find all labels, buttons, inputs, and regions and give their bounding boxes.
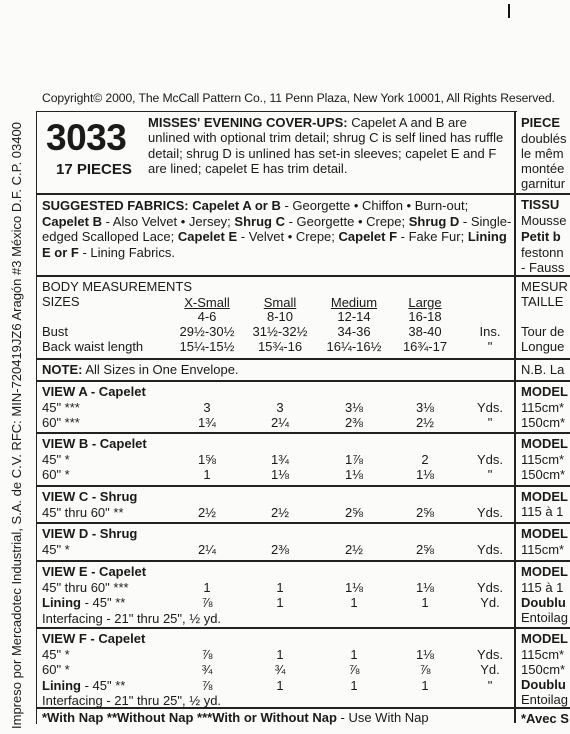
fabric-garment: Shrug D — [405, 213, 460, 229]
yardage-value: 2⅝ — [344, 505, 364, 520]
fr-fabrics-title: TISSU — [521, 197, 560, 212]
yardage-unit: Yds. — [476, 505, 503, 520]
fr-cm: 115 à 1 — [521, 504, 564, 519]
fr-model: MODEL — [521, 489, 568, 504]
description-text: Capelet A and B are unlined with optional trim detail; shrug C is self lined has ruffle detail; shrug D is unlined has set-in sleeves; capelet E and F are lined; capelet E has trim detail. — [148, 115, 504, 177]
side-printer-text — [4, 122, 28, 729]
fr-desc-line: garnitur — [521, 176, 566, 191]
yardage-value: 1 — [276, 677, 284, 693]
fabric-types: - Georgette • Chiffon • Burn-out; — [280, 198, 469, 213]
fr-fabrics-line: Mousse — [521, 213, 567, 228]
yardage-value: 1⅛ — [415, 467, 435, 483]
yardage-value: 2½ — [197, 505, 217, 520]
yardage-value: 1⅛ — [344, 467, 364, 483]
view-title: VIEW D - Shrug — [42, 526, 138, 541]
fr-longue: Longue — [521, 339, 565, 354]
yardage-value: 3 — [203, 400, 211, 415]
fr-cm: 115cm* — [521, 647, 565, 662]
yardage-value: ⅞ — [201, 677, 213, 693]
fr-model: MODEL — [521, 384, 568, 399]
size-range: 8-10 — [266, 309, 294, 324]
yardage-row-label: 60" * — [42, 467, 70, 483]
yardage-row-label: Interfacing - 21" thru 25", ½ yd. — [42, 692, 222, 708]
fr-tour: Tour de — [521, 324, 565, 339]
back-waist-unit: " — [487, 339, 493, 354]
bust-unit: Ins. — [479, 324, 501, 339]
fabric-types: - Lining Fabrics. — [78, 245, 175, 261]
note-text: All Sizes in One Envelope. — [82, 362, 239, 377]
yardage-value: 2⅝ — [415, 505, 435, 520]
yardage-unit: " — [487, 677, 493, 693]
fabric-types: - Also Velvet • Jersey; — [101, 213, 231, 229]
yardage-value: 1 — [421, 595, 429, 611]
fr-cm: 115cm* — [521, 400, 565, 415]
fr-model: MODEL — [521, 436, 568, 451]
yardage-unit: Yds. — [476, 452, 503, 467]
yardage-value: 2⅝ — [415, 542, 435, 557]
size-note — [42, 362, 239, 377]
fr-doublu: Doublu — [521, 677, 566, 692]
yardage-unit: Yds. — [476, 542, 503, 557]
yardage-value: 1 — [276, 580, 284, 595]
yardage-value: ⅞ — [201, 647, 213, 662]
yardage-unit: Yd. — [480, 595, 500, 611]
size-header: Medium — [330, 295, 378, 310]
fr-fabrics-line: Petit b — [521, 229, 561, 244]
fabric-garment: Capelet B — [42, 213, 102, 229]
yardage-unit: " — [487, 415, 493, 431]
yardage-row-label: 45" * — [42, 452, 70, 467]
yardage-row-label: 45" * — [42, 542, 70, 557]
divider — [36, 560, 570, 562]
yardage-value: ⅞ — [348, 662, 360, 678]
yardage-value: 3⅛ — [415, 400, 435, 415]
fabric-garment: Capelet E — [174, 229, 238, 245]
bust-value: 29½-30½ — [179, 324, 235, 339]
yardage-unit: Yd. — [480, 662, 500, 678]
yardage-value: 1⅛ — [415, 580, 435, 595]
fabric-types: - Velvet • Crepe; — [237, 229, 335, 245]
yardage-value: 1 — [203, 467, 211, 483]
yardage-row-label: Lining - 45" ** — [42, 677, 126, 693]
yardage-value: 1 — [421, 677, 429, 693]
yardage-unit: Yds. — [476, 647, 503, 662]
yardage-row-label: 45" thru 60" *** — [42, 580, 129, 595]
yardage-value: 2¼ — [197, 542, 217, 557]
suggested-fabrics — [42, 198, 512, 261]
yardage-value: 1¾ — [197, 415, 217, 431]
fabric-garment: Capelet F — [334, 229, 398, 245]
fr-pieces: PIECE — [521, 115, 561, 130]
back-waist-label: Back waist length — [42, 339, 144, 354]
fr-desc-line: le mêm — [521, 146, 564, 161]
fabrics-title: SUGGESTED FABRICS: — [42, 198, 189, 213]
view-title: VIEW C - Shrug — [42, 489, 138, 504]
yardage-value: 2½ — [415, 415, 435, 431]
fr-cm: 150cm* — [521, 662, 566, 677]
yardage-value: 2 — [421, 452, 429, 467]
size-range: 12-14 — [337, 309, 371, 324]
body-measurements-title: BODY MEASUREMENTS — [42, 279, 193, 294]
yardage-unit: Yds. — [476, 580, 503, 595]
yardage-value: 1⅞ — [344, 452, 364, 467]
fabric-types: - Georgette • Crepe; — [284, 213, 406, 229]
fr-model: MODEL — [521, 526, 568, 541]
pattern-description — [148, 115, 510, 177]
footnote-text: - Use With Nap — [336, 710, 429, 725]
divider — [36, 485, 570, 487]
divider — [36, 627, 570, 629]
fr-desc-line: doublés — [521, 131, 567, 146]
copyright-line: Copyright© 2000, The McCall Pattern Co., 11 Penn Plaza, New York 10001, All Rights Reserved. — [42, 91, 555, 105]
fabric-garment: Capelet A or B — [188, 198, 281, 213]
size-header: X-Small — [184, 295, 230, 310]
fr-model: MODEL — [521, 631, 568, 646]
yardage-value: 3⅛ — [344, 400, 364, 415]
piece-count: 17 PIECES — [56, 161, 132, 178]
back-waist-value: 16¼-16½ — [326, 339, 382, 354]
fr-cm: 150cm* — [521, 467, 566, 482]
yardage-value: 1 — [350, 677, 358, 693]
pattern-number: 3033 — [46, 117, 127, 158]
yardage-value: 2¼ — [270, 415, 290, 431]
size-range: 16-18 — [408, 309, 442, 324]
fabric-types: - Fake Fur; — [397, 229, 465, 245]
yardage-value: 1⅝ — [197, 452, 217, 467]
fr-fabrics-line: festonn — [521, 245, 564, 260]
fr-cm: 150cm* — [521, 415, 566, 430]
fr-cm: 115 à 1 — [521, 580, 564, 595]
fr-model: MODEL — [521, 564, 568, 579]
view-title: VIEW A - Capelet — [42, 384, 146, 399]
yardage-value: 1 — [350, 595, 358, 611]
view-title: VIEW E - Capelet — [42, 564, 147, 579]
yardage-value: ⅞ — [201, 595, 213, 611]
fr-mesur: MESUR — [521, 279, 568, 294]
fabric-types: - Single-edged Scalloped Lace; — [42, 213, 512, 245]
fr-doublu: Doublu — [521, 595, 566, 610]
size-header: Large — [408, 295, 442, 310]
view-title: VIEW F - Capelet — [42, 631, 146, 646]
fr-taille: TAILLE — [521, 294, 564, 309]
divider — [36, 432, 570, 434]
back-waist-value: 15¼-15½ — [179, 339, 235, 354]
note-label: NOTE: — [42, 362, 83, 377]
description-title: MISSES' EVENING COVER-UPS: — [148, 115, 348, 130]
yardage-value: 1 — [203, 580, 211, 595]
margin-mark — [508, 4, 510, 18]
yardage-row-label: 45" * — [42, 647, 70, 662]
footnote-bold: *With Nap **Without Nap ***With or Without Nap — [42, 710, 337, 725]
yardage-value: ⅞ — [419, 662, 431, 678]
yardage-value: 1 — [350, 647, 358, 662]
bust-label: Bust — [42, 324, 69, 339]
size-header: Small — [263, 295, 297, 310]
yardage-value: 1⅛ — [270, 467, 290, 483]
back-waist-value: 15¾-16 — [257, 339, 303, 354]
yardage-unit: " — [487, 467, 493, 483]
bust-value: 31½-32½ — [252, 324, 308, 339]
fr-avec: *Avec S — [521, 711, 569, 726]
yardage-value: ¾ — [201, 662, 213, 678]
yardage-value: 2½ — [270, 505, 290, 520]
yardage-value: 2⅜ — [344, 415, 364, 431]
yardage-value: 2⅜ — [270, 542, 290, 557]
bust-value: 34-36 — [337, 324, 371, 339]
yardage-value: 2½ — [344, 542, 364, 557]
yardage-row-label: Lining - 45" ** — [42, 595, 126, 611]
side-printer-label: Impreso por Mercadotec Industrial, S.A. de C.V. RFC: MIN-720419JZ6 Aragón #3 México D.F. C.P. 03400 — [9, 122, 24, 729]
fr-cm: 115cm* — [521, 542, 565, 557]
divider — [36, 380, 570, 382]
yardage-value: 1⅛ — [344, 580, 364, 595]
yardage-value: 3 — [276, 400, 284, 415]
yardage-unit: Yds. — [476, 400, 503, 415]
divider — [36, 522, 570, 524]
yardage-value: 1 — [276, 595, 284, 611]
yardage-value: 1 — [276, 647, 284, 662]
yardage-row-label: 60" * — [42, 662, 70, 678]
fabric-garment: Lining E or F — [42, 229, 507, 261]
yardage-value: 1¾ — [270, 452, 290, 467]
yardage-row-label: 45" thru 60" ** — [42, 505, 124, 520]
yardage-row-label: Interfacing - 21" thru 25", ½ yd. — [42, 610, 222, 626]
fr-nb: N.B. La — [521, 362, 565, 377]
fr-entoilag: Entoilag — [521, 610, 568, 625]
fr-entoilag: Entoilag — [521, 692, 568, 707]
view-title: VIEW B - Capelet — [42, 436, 147, 451]
yardage-value: 1⅛ — [415, 647, 435, 662]
divider — [36, 358, 570, 360]
fabric-garment: Shrug C — [230, 213, 285, 229]
yardage-row-label: 60" *** — [42, 415, 80, 431]
yardage-value: ¾ — [274, 662, 286, 678]
divider — [36, 275, 570, 277]
size-range: 4-6 — [197, 309, 217, 324]
bust-value: 38-40 — [408, 324, 442, 339]
divider — [36, 193, 570, 195]
fr-desc-line: montée — [521, 161, 565, 176]
back-waist-value: 16¾-17 — [402, 339, 448, 354]
fr-cm: 115cm* — [521, 452, 565, 467]
fr-fabrics-line: - Fauss — [521, 260, 565, 275]
sizes-label: SIZES — [42, 294, 80, 309]
yardage-row-label: 45" *** — [42, 400, 80, 415]
